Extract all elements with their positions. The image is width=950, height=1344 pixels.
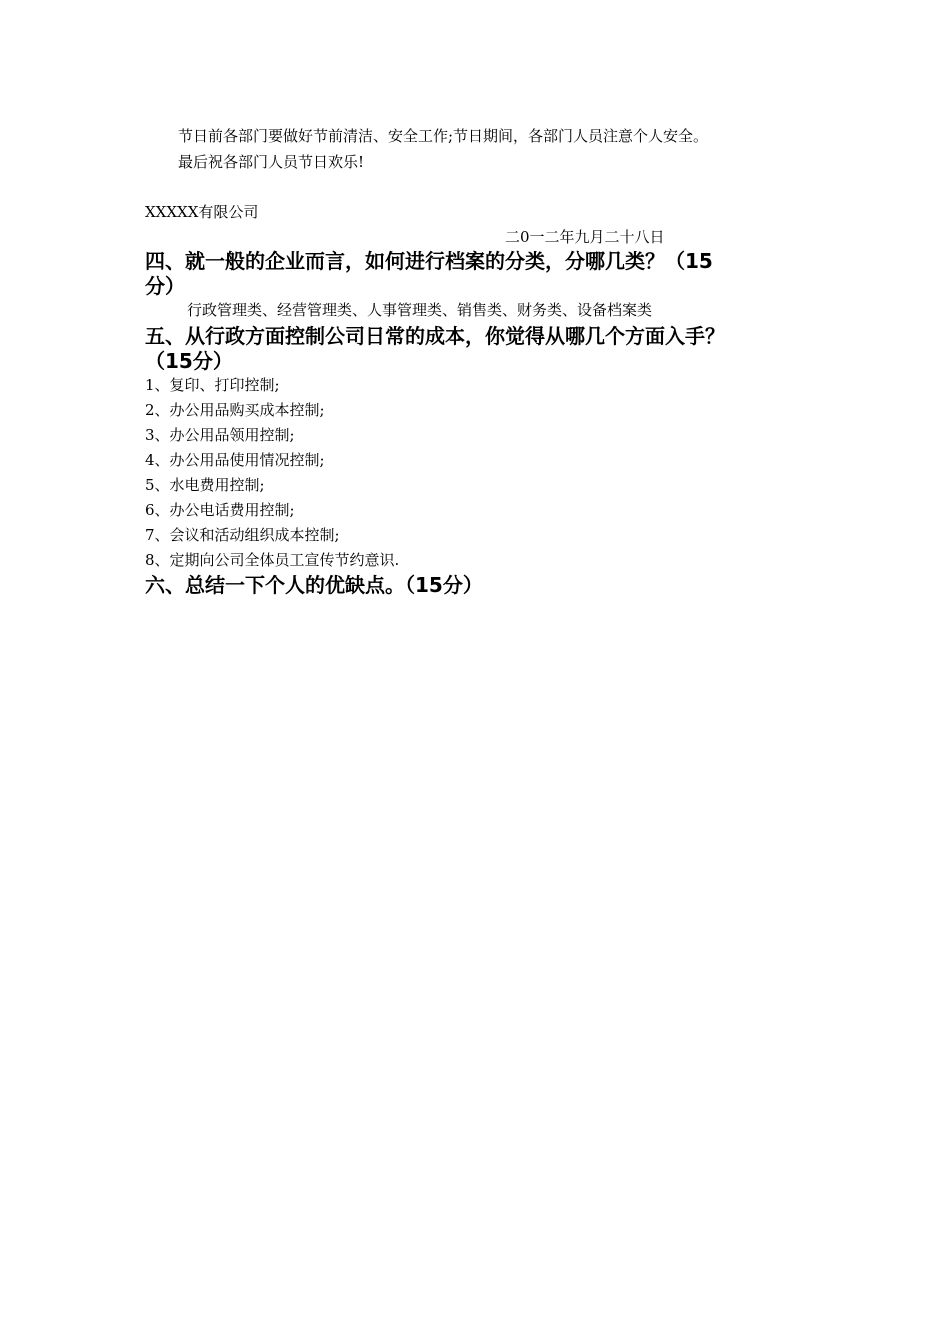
company-name: XXXXX有限公司 (145, 203, 259, 221)
question-4-title-line2: 分） (145, 274, 185, 298)
question-6-title: 六、总结一下个人的优缺点。（15分） (145, 573, 483, 597)
question-4-title-line1: 四、就一般的企业而言，如何进行档案的分类，分哪几类？（15 (145, 249, 713, 273)
list-item: 2、办公用品购买成本控制; (145, 401, 325, 419)
list-item: 3、办公用品领用控制; (145, 426, 295, 444)
list-item: 4、办公用品使用情况控制; (145, 451, 325, 469)
list-item: 6、办公电话费用控制; (145, 501, 295, 519)
question-5-title-line2: （15分） (145, 349, 233, 373)
question-5-title-line1: 五、从行政方面控制公司日常的成本，你觉得从哪几个方面入手？ (145, 324, 725, 348)
list-item: 8、定期向公司全体员工宣传节约意识. (145, 551, 400, 569)
notice-line-safety: 节日前各部门要做好节前清洁、安全工作;节日期间，各部门人员注意个人安全。 (178, 127, 709, 145)
list-item: 1、复印、打印控制; (145, 376, 280, 394)
question-5-title (145, 324, 825, 374)
list-item: 5、水电费用控制; (145, 476, 265, 494)
question-4-answer: 行政管理类、经营管理类、人事管理类、销售类、财务类、设备档案类 (187, 301, 653, 319)
list-item: 7、会议和活动组织成本控制; (145, 526, 340, 544)
notice-line-greeting: 最后祝各部门人员节日欢乐! (178, 153, 365, 171)
notice-date: 二0一二年九月二十八日 (505, 228, 665, 246)
question-4-title (145, 249, 825, 299)
